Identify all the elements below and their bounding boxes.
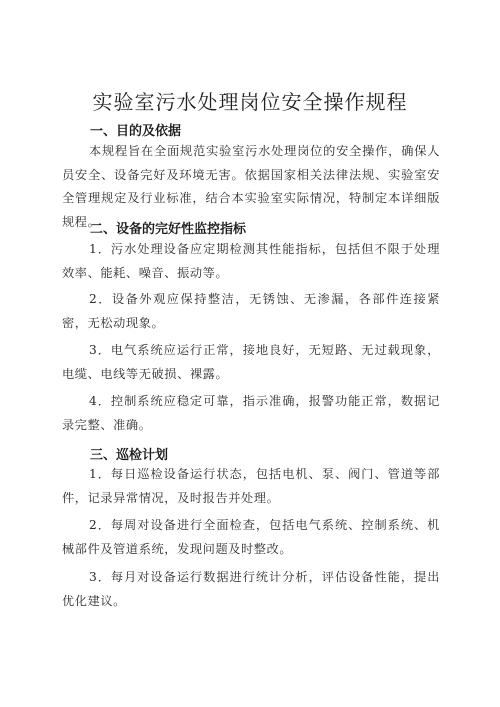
- section-heading-equipment: 二、设备的完好性监控指标: [90, 222, 247, 237]
- paragraph-equipment-2: 2．设备外观应保持整洁，无锈蚀、无渗漏，各部件连接紧密，无松动现象。: [62, 292, 440, 330]
- paragraph-purpose: 本规程旨在全面规范实验室污水处理岗位的安全操作，确保人员安全、设备完好及环境无害。依据国家相关法律法规、实验室安全管理规定及行业标准，结合本实验室实际情况，特制定本详细版规程。: [62, 144, 440, 229]
- paragraph-inspection-1: 1．每日巡检设备运行状态，包括电机、泵、阀门、管道等部件，记录异常情况，及时报告并处理。: [62, 467, 440, 505]
- paragraph-inspection-3: 3．每月对设备运行数据进行统计分析，评估设备性能，提出优化建议。: [62, 570, 440, 608]
- paragraph-equipment-3: 3．电气系统应运行正常，接地良好，无短路、无过载现象，电缆、电线等无破损、裸露。: [62, 343, 440, 381]
- paragraph-equipment-1: 1．污水处理设备应定期检测其性能指标，包括但不限于处理效率、能耗、噪音、振动等。: [62, 242, 440, 280]
- section-heading-inspection: 三、巡检计划: [90, 448, 169, 463]
- section-heading-purpose: 一、目的及依据: [90, 124, 182, 139]
- document-title: 实验室污水处理岗位安全操作规程: [92, 90, 408, 114]
- paragraph-equipment-4: 4．控制系统应稳定可靠，指示准确，报警功能正常，数据记录完整、准确。: [62, 394, 440, 432]
- paragraph-inspection-2: 2．每周对设备进行全面检查，包括电气系统、控制系统、机械部件及管道系统，发现问题及时整改。: [62, 518, 440, 556]
